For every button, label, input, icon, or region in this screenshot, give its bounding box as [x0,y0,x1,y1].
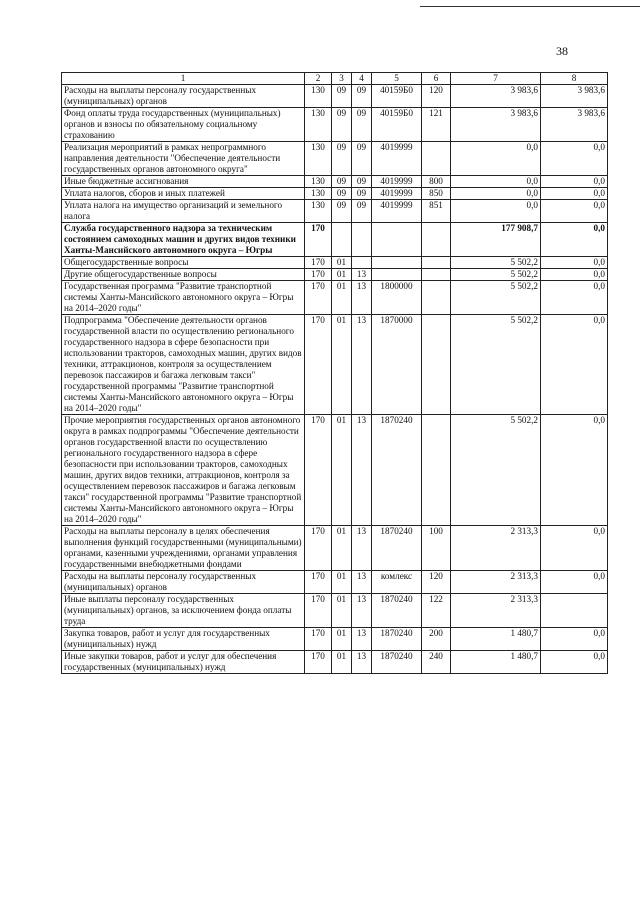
table-body [62,85,608,674]
row-amount-2: 0,0 [541,257,608,269]
table-row [62,526,608,571]
table-row [62,176,608,188]
row-subsection-code: 09 [352,85,372,108]
row-amount-1: 5 502,2 [451,257,541,269]
row-subsection-code: 13 [352,628,372,651]
row-ministry-code: 170 [305,571,332,594]
row-amount-1: 0,0 [451,176,541,188]
table-row [62,315,608,415]
page-number: 38 [556,44,568,58]
row-amount-1: 177 908,7 [451,223,541,257]
table-row [62,188,608,200]
column-header: 1 [62,73,305,85]
row-subsection-code [352,223,372,257]
row-subsection-code: 13 [352,571,372,594]
row-amount-1: 3 983,6 [451,108,541,142]
row-name: Фонд оплаты труда государственных (муниципальных) органов и взносы по обязательному социальному страхованию [62,108,305,142]
row-ministry-code: 170 [305,628,332,651]
row-expense-type: 120 [422,85,451,108]
row-ministry-code: 130 [305,188,332,200]
row-amount-1: 2 313,3 [451,594,541,628]
row-amount-1: 5 502,2 [451,281,541,315]
row-subsection-code: 13 [352,594,372,628]
row-amount-2: 0,0 [541,651,608,674]
row-expense-type [422,415,451,526]
row-expense-type: 120 [422,571,451,594]
row-ministry-code: 170 [305,269,332,281]
row-amount-1: 2 313,3 [451,571,541,594]
row-amount-1: 5 502,2 [451,415,541,526]
row-ministry-code: 170 [305,257,332,269]
row-expense-type: 240 [422,651,451,674]
row-expense-type: 851 [422,200,451,223]
row-target-article: комлекс [372,571,422,594]
row-section-code: 01 [332,594,352,628]
row-name: Уплата налога на имущество организаций и земельного налога [62,200,305,223]
row-amount-2: 0,0 [541,223,608,257]
row-target-article: 1870000 [372,315,422,415]
budget-table [61,72,608,674]
row-subsection-code: 09 [352,200,372,223]
row-subsection-code [352,257,372,269]
row-ministry-code: 130 [305,200,332,223]
row-section-code: 09 [332,176,352,188]
row-amount-1: 1 480,7 [451,651,541,674]
row-expense-type: 100 [422,526,451,571]
row-amount-1: 2 313,3 [451,526,541,571]
row-subsection-code: 13 [352,526,372,571]
row-amount-2: 0,0 [541,315,608,415]
row-target-article: 4019999 [372,142,422,176]
row-target-article [372,269,422,281]
row-subsection-code: 13 [352,281,372,315]
table-row [62,108,608,142]
table-row [62,269,608,281]
column-header: 7 [451,73,541,85]
row-expense-type: 122 [422,594,451,628]
row-amount-2: 0,0 [541,415,608,526]
table-row [62,200,608,223]
row-section-code: 09 [332,85,352,108]
row-section-code: 09 [332,200,352,223]
row-amount-1: 5 502,2 [451,315,541,415]
column-header: 5 [372,73,422,85]
table-row [62,571,608,594]
row-expense-type [422,223,451,257]
column-header: 6 [422,73,451,85]
row-subsection-code: 09 [352,176,372,188]
row-ministry-code: 130 [305,176,332,188]
row-target-article: 4019999 [372,200,422,223]
row-name: Расходы на выплаты персоналу государственных (муниципальных) органов [62,571,305,594]
row-name: Закупка товаров, работ и услуг для государственных (муниципальных) нужд [62,628,305,651]
row-name: Реализация мероприятий в рамках непрограммного направления деятельности "Обеспечение деятельности государственных органов автономного округа" [62,142,305,176]
row-amount-2 [541,594,608,628]
row-name: Иные бюджетные ассигнования [62,176,305,188]
row-section-code: 09 [332,108,352,142]
row-name: Другие общегосударственные вопросы [62,269,305,281]
row-target-article: 1870240 [372,651,422,674]
row-amount-1: 0,0 [451,142,541,176]
row-section-code: 01 [332,269,352,281]
row-amount-2: 0,0 [541,142,608,176]
row-target-article: 4019999 [372,188,422,200]
row-section-code: 09 [332,142,352,176]
row-subsection-code: 13 [352,415,372,526]
row-subsection-code: 09 [352,108,372,142]
row-target-article: 1870240 [372,594,422,628]
row-amount-1: 3 983,6 [451,85,541,108]
row-subsection-code: 13 [352,269,372,281]
row-name: Прочие мероприятия государственных органов автономного округа в рамках подпрограммы "Обеспечение деятельности органов государственной власти по осуществлению регионального государственного надзора в сфере безопасности при использовании тракторов, самоходных машин, других видов техники, аттракционов, контроля за осуществлением перевозок пассажиров и багажа легковым такси" государственной программы "Развитие транспортной системы Ханты-Мансийского автономного округа – Югры на 2014–2020 годы" [62,415,305,526]
row-ministry-code: 130 [305,108,332,142]
row-name: Служба государственного надзора за техническим состоянием самоходных машин и других видов техники Ханты-Мансийского автономного округа – Югры [62,223,305,257]
column-header: 3 [332,73,352,85]
row-ministry-code: 170 [305,415,332,526]
column-header: 8 [541,73,608,85]
row-name: Государственная программа "Развитие транспортной системы Ханты-Мансийского автономного округа – Югры на 2014–2020 годы" [62,281,305,315]
row-expense-type [422,142,451,176]
column-header: 2 [305,73,332,85]
row-target-article [372,223,422,257]
row-section-code [332,223,352,257]
row-target-article: 1870240 [372,628,422,651]
row-expense-type: 200 [422,628,451,651]
row-name: Иные выплаты персоналу государственных (муниципальных) органов, за исключением фонда оплаты труда [62,594,305,628]
row-target-article: 1870240 [372,415,422,526]
row-name: Расходы на выплаты персоналу государственных (муниципальных) органов [62,85,305,108]
row-section-code: 09 [332,188,352,200]
row-amount-1: 1 480,7 [451,628,541,651]
row-target-article: 1800000 [372,281,422,315]
row-ministry-code: 170 [305,651,332,674]
table-row [62,142,608,176]
row-ministry-code: 130 [305,85,332,108]
row-section-code: 01 [332,281,352,315]
row-expense-type [422,315,451,415]
table-row [62,257,608,269]
row-expense-type [422,257,451,269]
row-expense-type [422,269,451,281]
table-row [62,85,608,108]
row-ministry-code: 130 [305,142,332,176]
row-name: Иные закупки товаров, работ и услуг для обеспечения государственных (муниципальных) нужд [62,651,305,674]
row-section-code: 01 [332,415,352,526]
row-amount-1: 0,0 [451,200,541,223]
table-row [62,223,608,257]
row-subsection-code: 13 [352,651,372,674]
row-subsection-code: 13 [352,315,372,415]
row-expense-type: 850 [422,188,451,200]
row-amount-2: 3 983,6 [541,108,608,142]
column-header: 4 [352,73,372,85]
row-target-article [372,257,422,269]
row-ministry-code: 170 [305,281,332,315]
row-amount-2: 3 983,6 [541,85,608,108]
row-name: Уплата налогов, сборов и иных платежей [62,188,305,200]
table-row [62,594,608,628]
row-amount-1: 5 502,2 [451,269,541,281]
table-row [62,628,608,651]
row-amount-2: 0,0 [541,526,608,571]
row-subsection-code: 09 [352,188,372,200]
row-subsection-code: 09 [352,142,372,176]
header-row [62,73,608,85]
row-expense-type: 121 [422,108,451,142]
row-expense-type: 800 [422,176,451,188]
row-target-article: 4019999 [372,176,422,188]
table-row [62,415,608,526]
row-target-article: 1870240 [372,526,422,571]
row-section-code: 01 [332,257,352,269]
row-target-article: 40159Б0 [372,85,422,108]
row-expense-type [422,281,451,315]
row-amount-2: 0,0 [541,281,608,315]
row-name: Расходы на выплаты персоналу в целях обеспечения выполнения функций государственными (муниципальными) органами, казенными учреждениями, органами управления государственными внебюджетными фондами [62,526,305,571]
row-amount-2: 0,0 [541,188,608,200]
row-section-code: 01 [332,315,352,415]
row-amount-2: 0,0 [541,269,608,281]
row-section-code: 01 [332,571,352,594]
row-section-code: 01 [332,628,352,651]
row-amount-2: 0,0 [541,571,608,594]
row-amount-1: 0,0 [451,188,541,200]
row-name: Общегосударственные вопросы [62,257,305,269]
row-section-code: 01 [332,651,352,674]
row-target-article: 40159Б0 [372,108,422,142]
row-amount-2: 0,0 [541,628,608,651]
row-amount-2: 0,0 [541,200,608,223]
table-row [62,651,608,674]
table-row [62,281,608,315]
row-ministry-code: 170 [305,594,332,628]
top-rule [420,6,640,7]
row-ministry-code: 170 [305,526,332,571]
row-name: Подпрограмма "Обеспечение деятельности органов государственной власти по осуществлению регионального государственного надзора в сфере безопасности при использовании тракторов, самоходных машин, других видов техники, аттракционов, контроля за осуществлением перевозок пассажиров и багажа легковым такси" государственной программы "Развитие транспортной системы Ханты-Мансийского автономного округа – Югры на 2014–2020 годы" [62,315,305,415]
row-ministry-code: 170 [305,315,332,415]
row-section-code: 01 [332,526,352,571]
row-amount-2: 0,0 [541,176,608,188]
row-ministry-code: 170 [305,223,332,257]
